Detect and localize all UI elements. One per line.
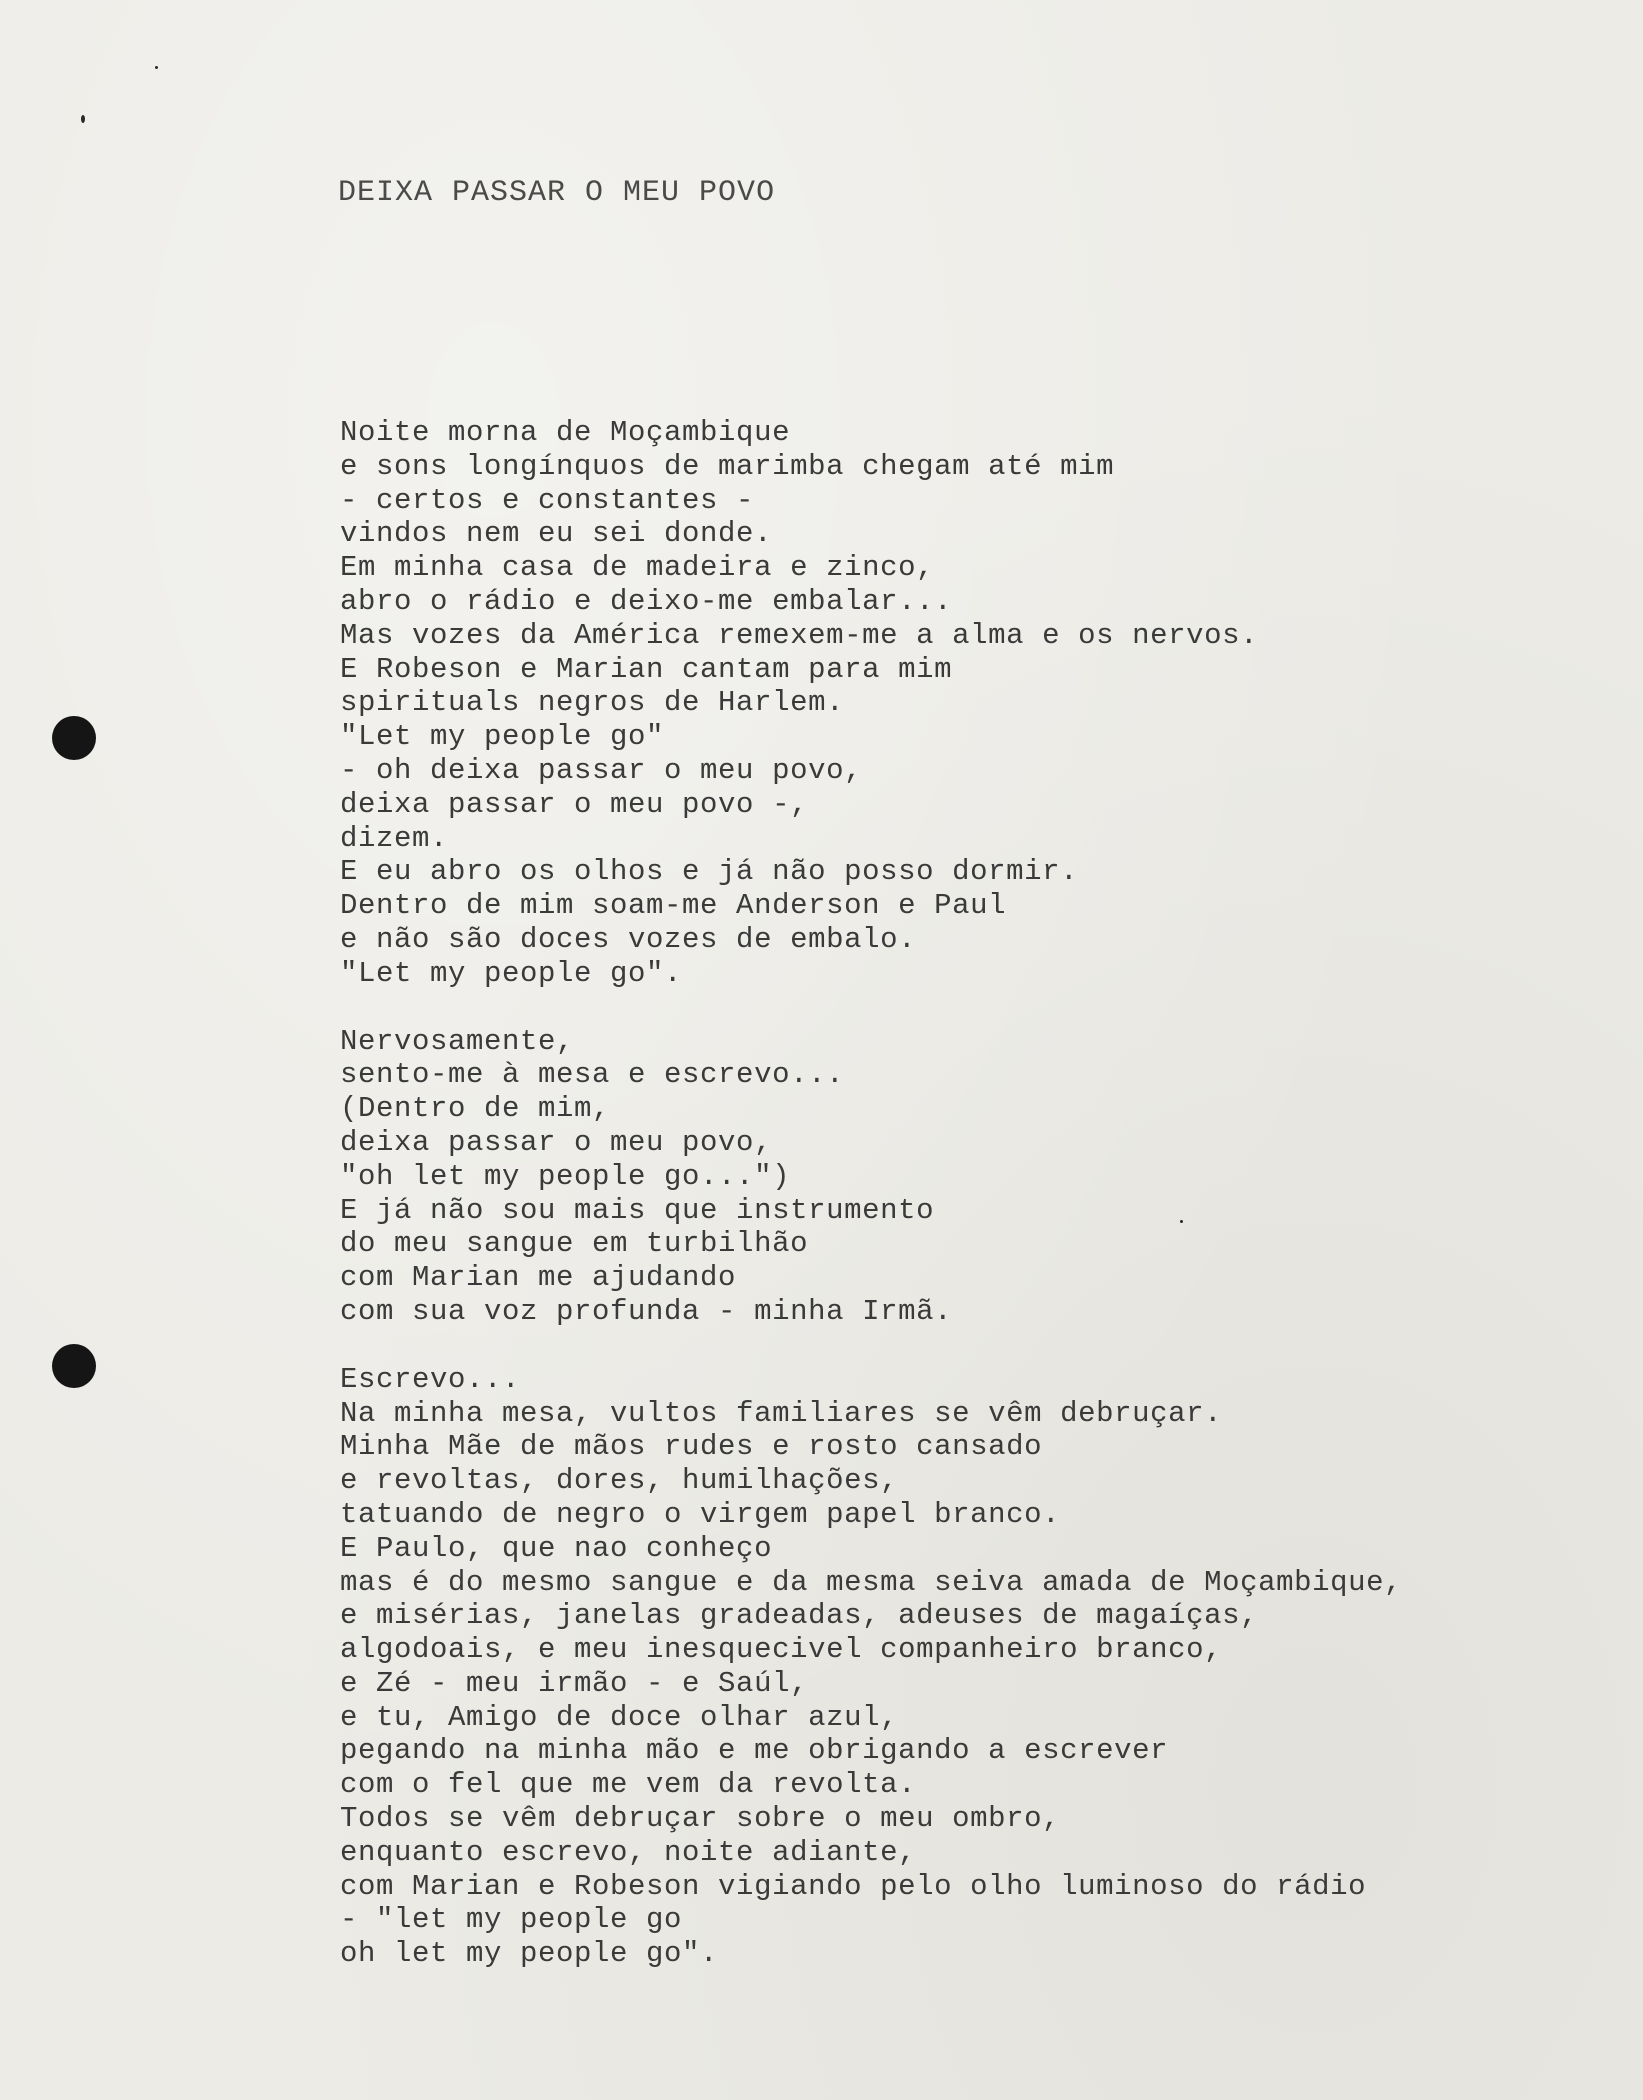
poem-line: E Robeson e Marian cantam para mim	[340, 652, 953, 686]
poem-line: oh let my people go".	[340, 1937, 719, 1971]
poem-body	[340, 416, 1600, 2005]
poem-line: Noite morna de Moçambique	[340, 416, 791, 449]
poem-line: e sons longínquos de marimba chegam até mim	[340, 449, 1115, 483]
poem-line: Dentro de mim soam-me Anderson e Paul	[340, 889, 1007, 923]
poem-line: - "let my people go	[340, 1903, 683, 1937]
poem-line: spirituals negros de Harlem.	[340, 686, 845, 720]
poem-line: com Marian me ajudando	[340, 1261, 737, 1295]
poem-line: Escrevo...	[340, 1362, 521, 1396]
poem-line: deixa passar o meu povo -,	[340, 787, 809, 821]
stanza-2	[340, 1025, 1600, 1329]
poem-line: com o fel que me vem da revolta.	[340, 1768, 917, 1802]
poem-line: Minha Mãe de mãos rudes e rosto cansado	[340, 1430, 1043, 1464]
poem-line: E Paulo, que nao conheço	[340, 1531, 773, 1565]
ink-speck	[155, 66, 158, 69]
poem-line: mas é do mesmo sangue e da mesma seiva amada de Moçambique,	[340, 1565, 1403, 1599]
poem-line: pegando na minha mão e me obrigando a escrever	[340, 1734, 1169, 1768]
ink-speck	[81, 115, 85, 123]
poem-line: deixa passar o meu povo,	[340, 1125, 773, 1159]
punch-hole-top	[52, 716, 96, 760]
poem-line: "oh let my people go...")	[340, 1159, 791, 1193]
poem-line: - certos e constantes -	[340, 483, 755, 517]
poem-line: E já não sou mais que instrumento	[340, 1193, 935, 1227]
poem-line: do meu sangue em turbilhão	[340, 1227, 809, 1261]
poem-line: vindos nem eu sei donde.	[340, 517, 773, 551]
poem-line: tatuando de negro o virgem papel branco.	[340, 1497, 1061, 1531]
stanza-1	[340, 416, 1600, 991]
poem-line: "Let my people go".	[340, 956, 683, 990]
poem-line: Mas vozes da América remexem-me a alma e os nervos.	[340, 618, 1259, 652]
poem-title: DEIXA PASSAR O MEU POVO	[338, 176, 776, 210]
poem-line: abro o rádio e deixo-me embalar...	[340, 584, 953, 618]
poem-line: e revoltas, dores, humilhações,	[340, 1464, 899, 1498]
poem-line: Na minha mesa, vultos familiares se vêm debruçar.	[340, 1396, 1223, 1430]
poem-line: sento-me à mesa e escrevo...	[340, 1058, 845, 1092]
poem-line: (Dentro de mim,	[340, 1092, 611, 1126]
poem-line: com sua voz profunda - minha Irmã.	[340, 1294, 953, 1328]
poem-line: e misérias, janelas gradeadas, adeuses de magaíças,	[340, 1599, 1259, 1633]
poem-line: enquanto escrevo, noite adiante,	[340, 1835, 917, 1869]
poem-line: E eu abro os olhos e já não posso dormir.	[340, 855, 1079, 889]
stanza-3	[340, 1363, 1600, 1971]
poem-line: e não são doces vozes de embalo.	[340, 922, 917, 956]
poem-line: com Marian e Robeson vigiando pelo olho luminoso do rádio	[340, 1869, 1367, 1903]
poem-line: e Zé - meu irmão - e Saúl,	[340, 1666, 809, 1700]
poem-line: Nervosamente,	[340, 1024, 575, 1058]
poem-line: - oh deixa passar o meu povo,	[340, 753, 863, 787]
poem-line: algodoais, e meu inesquecivel companheiro branco,	[340, 1633, 1223, 1667]
poem-line: Todos se vêm debruçar sobre o meu ombro,	[340, 1802, 1061, 1836]
poem-line: "Let my people go"	[340, 720, 665, 754]
poem-line: e tu, Amigo de doce olhar azul,	[340, 1700, 899, 1734]
punch-hole-bottom	[52, 1344, 96, 1388]
poem-line: Em minha casa de madeira e zinco,	[340, 551, 935, 585]
poem-line: dizem.	[340, 821, 449, 855]
